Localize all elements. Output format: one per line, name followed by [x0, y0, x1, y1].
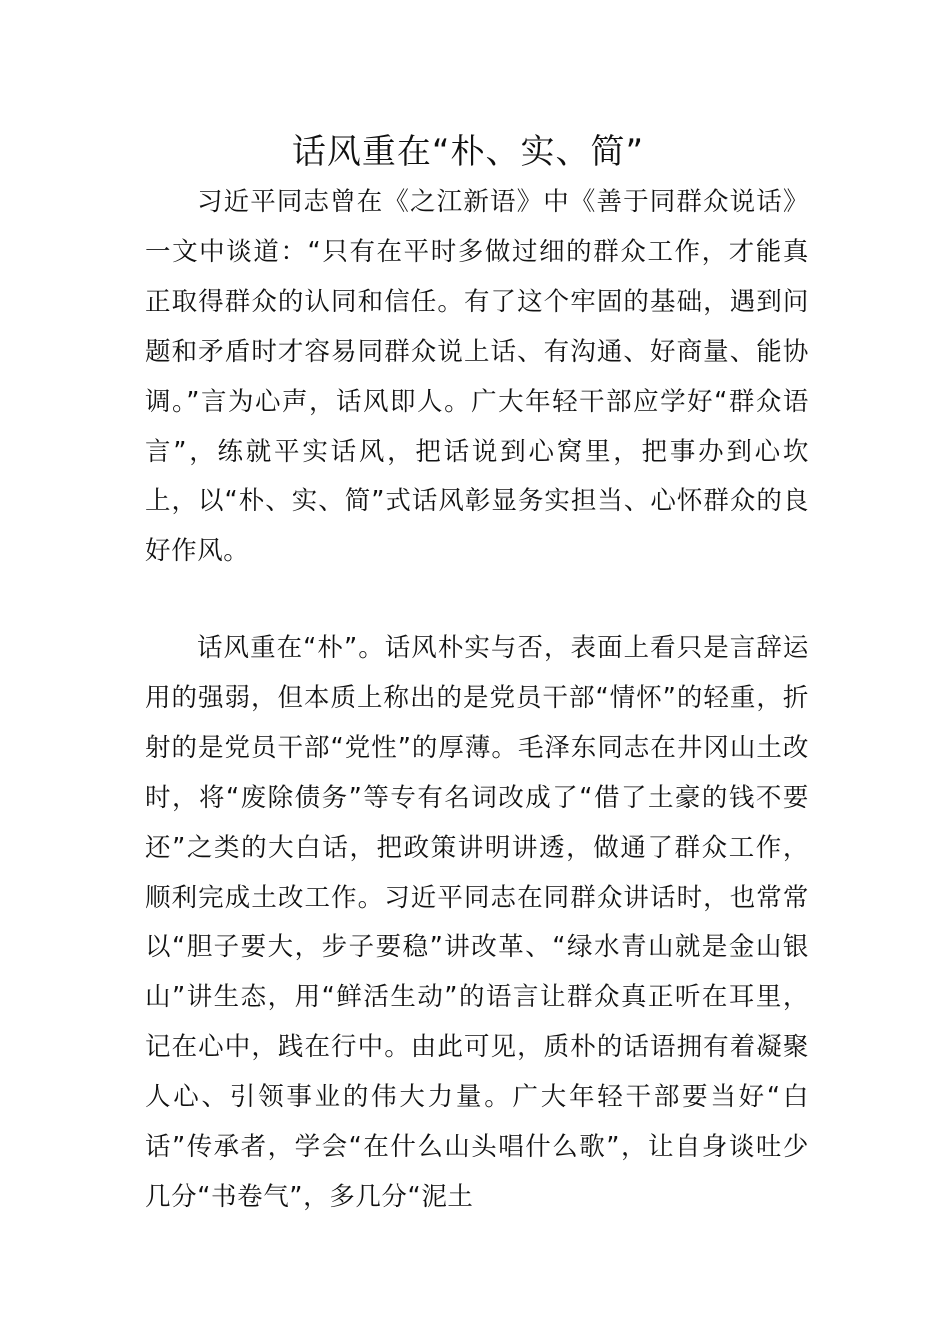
document-title: 话风重在“朴、实、简”	[291, 132, 645, 172]
paragraph-pu: 话风重在“朴”。话风朴实与否，表面上看只是言辞运用的强弱，但本质上称出的是党员干部“情怀”的轻重，折射的是党员干部“党性”的厚薄。毛泽东同志在井冈山土改时，将“废除债务”等专有名词改成了“借了土豪的钱不要还”之类的大白话，把政策讲明讲透，做通了群众工作，顺利完成土改工作。习近平同志在同群众讲话时，也常常以“胆子要大，步子要稳”讲改革、“绿水青山就是金山银山”讲生态，用“鲜活生动”的语言让群众真正听在耳里，记在心中，践在行中。由此可见，质朴的话语拥有着凝聚人心、引领事业的伟大力量。广大年轻干部要当好“白话”传承者，学会“在什么山头唱什么歌”，让自身谈吐少几分“书卷气”，多几分“泥土	[145, 633, 809, 1212]
paragraph-intro: 习近平同志曾在《之江新语》中《善于同群众说话》一文中谈道：“只有在平时多做过细的群众工作，才能真正取得群众的认同和信任。有了这个牢固的基础，遇到问题和矛盾时才容易同群众说上话、有沟通、好商量、能协调。”言为心声，话风即人。广大年轻干部应学好“群众语言”，练就平实话风，把话说到心窝里，把事办到心坎上，以“朴、实、简”式话风彰显务实担当、心怀群众的良好作风。	[145, 187, 809, 567]
